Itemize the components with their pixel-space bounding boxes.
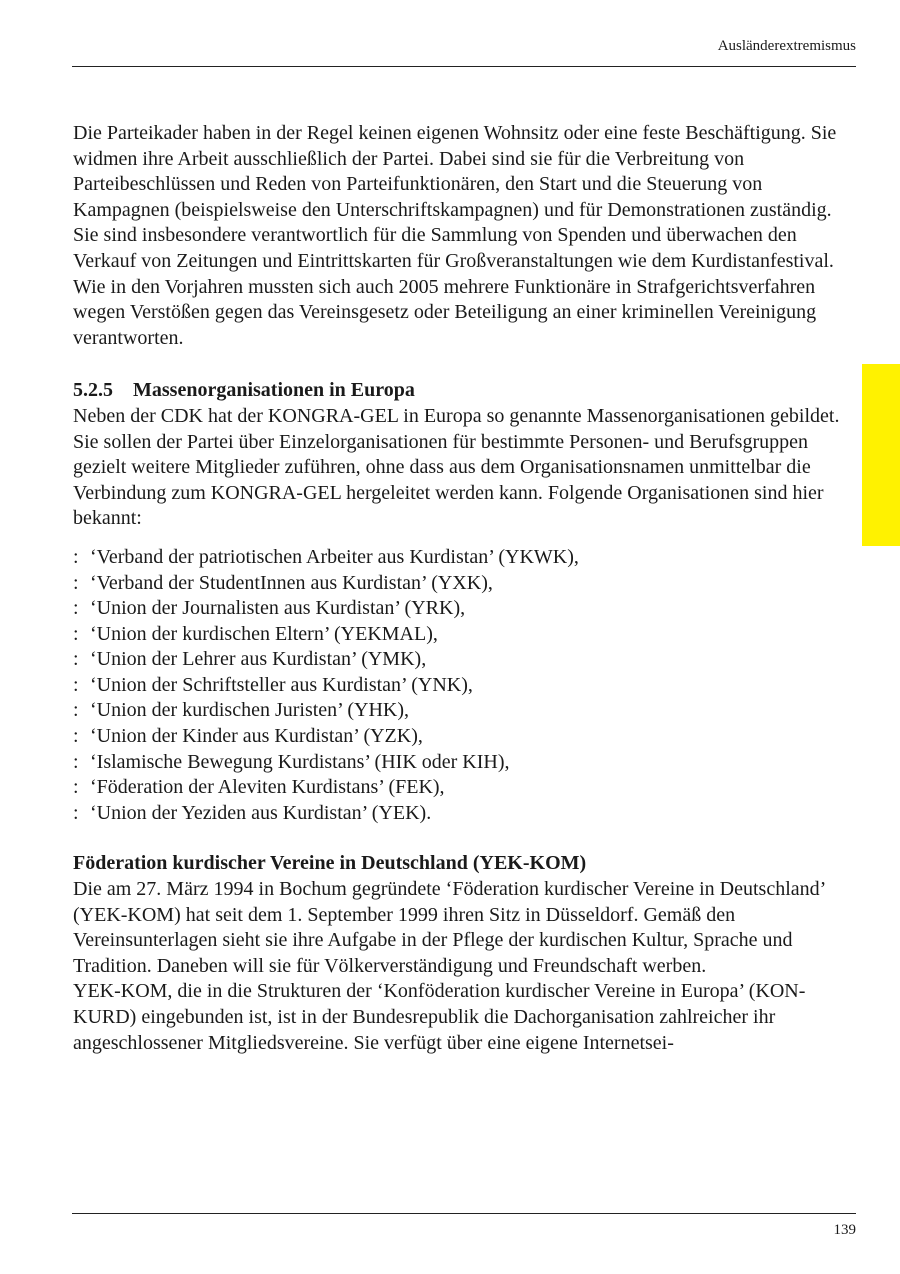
organization-list-item [73,622,853,648]
list-bullet: : [73,571,79,594]
subsection-paragraph-1: Die am 27. März 1994 in Bochum gegründete ‘Föderation kurdischer Vereine in Deutschland’ (YEK-KOM) hat seit dem 1. September 1999 ihren Sitz in Düsseldorf. Gemäß den Vereinsunterlagen sieht sie ihre Aufgabe in der Pflege der kurdischen Kultur, Sprache und Tradition. Daneben will sie für Völkerverständigung und Freundschaft werben. [73,878,825,977]
organization-list-item [73,545,853,571]
chapter-thumb-tab [862,364,900,546]
organization-list-item [73,571,853,597]
list-bullet: : [73,725,79,748]
organization-name: ‘Union der Lehrer aus Kurdistan’ (YMK), [90,648,427,671]
page-body [73,121,853,1056]
organization-list-item [73,698,853,724]
organization-name: ‘Union der kurdischen Eltern’ (YEKMAL), [90,622,438,645]
footer-rule [72,1213,856,1214]
list-bullet: : [73,776,79,799]
organization-name: ‘Union der Schriftsteller aus Kurdistan’ (YNK), [90,673,473,696]
list-bullet: : [73,597,79,620]
organization-name: ‘Föderation der Aleviten Kurdistans’ (FEK), [90,776,445,799]
list-bullet: : [73,622,79,645]
organization-list-item [73,673,853,699]
organization-name: ‘Verband der patriotischen Arbeiter aus Kurdistan’ (YKWK), [90,545,579,568]
organization-list [73,545,853,827]
subsection-heading: Föderation kurdischer Vereine in Deutschland (YEK-KOM) [73,852,587,875]
section-heading [73,378,853,404]
organization-list-item [73,750,853,776]
organization-list-item [73,596,853,622]
section-number: 5.2.5 [73,379,113,402]
organization-name: ‘Union der Kinder aus Kurdistan’ (YZK), [90,725,423,748]
list-bullet: : [73,545,79,568]
intro-paragraph: Die Parteikader haben in der Regel keinen eigenen Wohnsitz oder eine feste Beschäftigung. Sie widmen ihre Arbeit ausschließlich der Partei. Dabei sind sie für die Verbreitung von Parteibeschlüssen und Reden von Parteifunktionären, den Start und die Steuerung von Kampagnen (beispielsweise den Unterschriftskampagnen) und für Demonstrationen zuständig. Sie sind insbesondere verantwortlich für die Sammlung von Spenden und überwachen den Verkauf von Zeitungen und Eintrittskarten für Großveranstaltungen wie dem Kurdistanfestival. Wie in den Vorjahren mussten sich auch 2005 mehrere Funktionäre in Strafgerichtsverfahren wegen Verstößen gegen das Vereinsgesetz oder Beteiligung an einer kriminellen Vereinigung verantworten. [73,122,837,349]
organization-name: ‘Union der kurdischen Juristen’ (YHK), [90,699,409,722]
organization-name: ‘Islamische Bewegung Kurdistans’ (HIK oder KIH), [90,750,510,773]
organization-name: ‘Union der Journalisten aus Kurdistan’ (YRK), [90,597,466,620]
list-bullet: : [73,699,79,722]
list-bullet: : [73,648,79,671]
organization-list-item [73,724,853,750]
section-title: Massenorganisationen in Europa [133,379,415,402]
organization-list-item [73,647,853,673]
organization-name: ‘Verband der StudentInnen aus Kurdistan’ (YXK), [90,571,493,594]
section-paragraph: Neben der CDK hat der KONGRA-GEL in Europa so genannte Massenorganisationen gebildet. Sie sollen der Partei über Einzelorganisationen für bestimmte Personen- und Berufsgruppen gezielt weitere Mitglieder zuführen, ohne dass aus dem Organisationsnamen unmittelbar die Verbindung zum KONGRA-GEL hergeleitet werden kann. Folgende Organisationen sind hier bekannt: [73,404,840,530]
list-bullet: : [73,750,79,773]
organization-list-item [73,775,853,801]
list-bullet: : [73,801,79,824]
organization-list-item [73,801,853,827]
page-number: 139 [833,1222,856,1238]
subsection-paragraph-2: YEK-KOM, die in die Strukturen der ‘Konföderation kurdischer Vereine in Europa’ (KON-KURD) eingebunden ist, ist in der Bundesrepublik die Dachorganisation zahlreicher ihr angeschlossener Mitgliedsvereine. Sie verfügt über eine eigene Internetsei- [73,980,806,1054]
organization-name: ‘Union der Yeziden aus Kurdistan’ (YEK). [90,801,432,824]
running-header-title: Ausländerextremismus [717,38,856,54]
list-bullet: : [73,673,79,696]
header-rule [72,66,856,67]
